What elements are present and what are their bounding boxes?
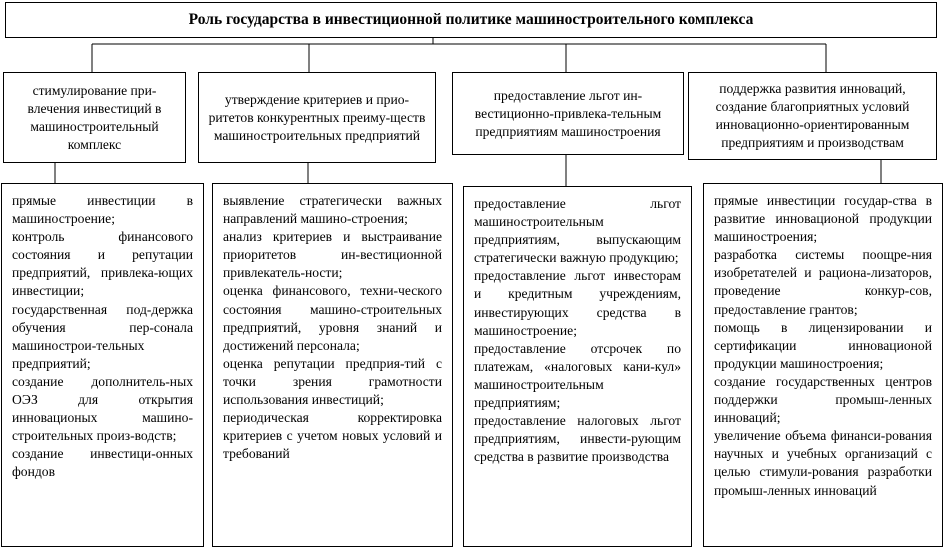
list-item: выявление стратегически важных направлений машино-строения;	[223, 193, 442, 227]
list-item: разработка системы поощре-ния изобретателей и рациона-лизаторов, проведение конкур-сов, предоставление грантов;	[714, 247, 932, 317]
list-item: государственная под-держка обучения пер-сонала машинострои-тельных предприятий;	[12, 301, 193, 371]
list-item: прямые инвестиции в машиностроение;	[12, 193, 193, 227]
list-item: предоставление налоговых льгот предприятиям, инвести-рующим средства в развитие производства	[474, 413, 681, 465]
list-item: предоставление льгот инвесторам и кредитным учреждениям, инвестирующих средства в машиностроение;	[474, 268, 681, 338]
list-item: оценка репутации предприя-тий с точки зрения грамотности использования инвестиций;	[223, 355, 442, 408]
column-header-4	[688, 72, 937, 160]
list-item: создание дополнитель-ных ОЭЗ для открытия инновационых машино-строительных произ-водств;	[12, 373, 193, 444]
list-item: контроль финансового состояния и репутации предприятий, привлека-ющих инвестиции;	[12, 229, 193, 299]
list-item: создание инвестици-онных фондов	[12, 446, 193, 480]
column-body-1	[1, 183, 204, 547]
list-item: увеличение объема финанси-рования научных и учебных организаций с целью стимули-рования разработки промыш-ленных инноваций	[714, 428, 932, 498]
column-header-2	[198, 72, 436, 163]
list-item: предоставление отсрочек по платежам, «налоговых кани-кул» машиностроительным предприятиям;	[474, 340, 681, 411]
column-header-4-text: поддержка развития инноваций, создание благоприятных условий инновационно-ориентированным предприятиям и производствам	[715, 81, 910, 150]
column-body-4	[703, 183, 943, 547]
list-item: создание государственных центров поддержки промыш-ленных инноваций;	[714, 373, 932, 426]
list-item: периодическая корректировка критериев с учетом новых условий и требований	[223, 410, 442, 462]
diagram-title: Роль государства в инвестиционной политике машиностроительного комплекса	[5, 2, 937, 38]
list-item: предоставление льгот машиностроительным предприятиям, выпускающим стратегически важную продукцию;	[474, 196, 681, 266]
column-header-2-text: утверждение критериев и прио-ритетов конкурентных преиму-ществ машиностроительных предприятий	[208, 91, 426, 143]
column-body-2	[212, 183, 453, 547]
column-header-3-text: предоставление льгот ин-вестиционно-привлека-тельным предприятиям машиностроения	[474, 87, 662, 139]
list-item: анализ критериев и выстраивание приоритетов ин-вестиционной привлекатель-ности;	[223, 229, 442, 281]
list-item: помощь в лицензировании и сертификации инновационой продукции машиностроения;	[714, 319, 932, 371]
column-header-1-text: стимулирование при- влечения инвестиций в машиностроительный комплекс	[27, 82, 162, 152]
list-item: оценка финансового, техни-ческого состояния машино-строительных предприятий, уровня знаний и достижений персонала;	[223, 283, 442, 353]
column-body-3	[463, 186, 692, 547]
column-header-1	[3, 72, 186, 163]
column-header-3	[452, 72, 684, 155]
list-item: прямые инвестиции государ-ства в развитие инновационой продукции машиностроения;	[714, 193, 932, 245]
